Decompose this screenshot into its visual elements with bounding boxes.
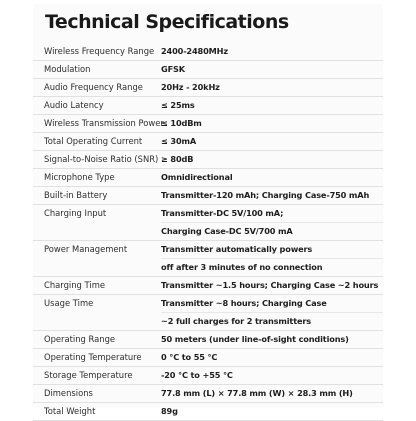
spec-label: Modulation — [44, 64, 91, 74]
spec-value: 2400-2480MHz — [161, 46, 228, 56]
spec-value: 77.8 mm (L) × 77.8 mm (W) × 28.3 mm (H) — [161, 387, 353, 398]
spec-row — [33, 205, 383, 241]
spec-row — [33, 277, 383, 295]
spec-row — [33, 61, 383, 79]
page-title: Technical Specifications — [45, 11, 289, 33]
spec-values — [161, 115, 383, 132]
spec-values — [161, 61, 383, 78]
spec-label: Charging Input — [44, 208, 107, 218]
spec-value: Transmitter ~8 hours; Charging Case — [161, 297, 327, 308]
spec-label: Audio Latency — [44, 100, 104, 110]
spec-value: ≤ 10dBm — [161, 118, 202, 128]
spec-value: ≤ 25ms — [161, 100, 195, 110]
spec-values — [161, 187, 383, 204]
spec-value: 0 °C to 55 °C — [161, 351, 218, 362]
spec-row — [33, 331, 383, 349]
spec-label: Built-in Battery — [44, 190, 108, 200]
spec-value: Transmitter automatically powers — [161, 243, 313, 254]
spec-values — [161, 349, 383, 366]
spec-value: Transmitter ~1.5 hours; Charging Case ~2 hours — [161, 279, 379, 290]
spec-row — [33, 367, 383, 385]
spec-value: ≥ 80dB — [161, 154, 194, 164]
spec-value: 50 meters (under line-of-sight conditions) — [161, 333, 349, 344]
spec-values — [161, 151, 383, 168]
spec-values — [161, 169, 383, 186]
spec-value: Omnidirectional — [161, 172, 233, 182]
spec-label: Dimensions — [44, 387, 93, 398]
spec-label: Wireless Frequency Range — [44, 46, 155, 56]
spec-value: Transmitter-DC 5V/100 mA; — [161, 208, 284, 218]
spec-label: Total Weight — [44, 405, 96, 416]
spec-label: Charging Time — [44, 279, 106, 290]
spec-row — [33, 79, 383, 97]
spec-row — [33, 403, 383, 421]
spec-values — [161, 43, 383, 60]
spec-value: 89g — [161, 405, 178, 416]
spec-row — [33, 115, 383, 133]
spec-label: Total Operating Current — [44, 136, 143, 146]
spec-value: ≤ 30mA — [161, 136, 197, 146]
spec-row — [33, 241, 383, 277]
spec-row — [33, 43, 383, 61]
spec-label: Audio Frequency Range — [44, 82, 143, 92]
spec-values — [161, 403, 383, 420]
spec-card — [33, 4, 383, 416]
spec-label: Storage Temperature — [44, 369, 133, 380]
spec-values — [161, 367, 383, 384]
spec-row — [33, 187, 383, 205]
spec-values — [161, 277, 383, 294]
spec-label: Signal-to-Noise Ratio (SNR) — [44, 154, 159, 164]
spec-value: Charging Case-DC 5V/700 mA — [161, 222, 383, 240]
spec-label: Operating Range — [44, 333, 116, 344]
spec-value: off after 3 minutes of no connection — [161, 258, 383, 276]
spec-values — [161, 241, 383, 276]
spec-row — [33, 349, 383, 367]
spec-value: ~2 full charges for 2 transmitters — [161, 312, 383, 330]
spec-values — [161, 331, 383, 348]
spec-value: 20Hz - 20kHz — [161, 82, 220, 92]
spec-values — [161, 295, 383, 330]
spec-value: GFSK — [161, 64, 185, 74]
spec-value: Transmitter-120 mAh; Charging Case-750 mAh — [161, 190, 370, 200]
spec-row — [33, 133, 383, 151]
spec-label: Usage Time — [44, 297, 94, 308]
spec-row — [33, 169, 383, 187]
spec-values — [161, 205, 383, 240]
spec-values — [161, 385, 383, 402]
spec-label: Power Management — [44, 243, 128, 254]
spec-table — [33, 43, 383, 421]
spec-label: Microphone Type — [44, 172, 115, 182]
spec-label: Operating Temperature — [44, 351, 142, 362]
spec-row — [33, 385, 383, 403]
spec-value: -20 °C to +55 °C — [161, 369, 233, 380]
spec-row — [33, 295, 383, 331]
spec-values — [161, 79, 383, 96]
spec-values — [161, 133, 383, 150]
spec-row — [33, 151, 383, 169]
spec-label: Wireless Transmission Power — [44, 118, 164, 128]
spec-values — [161, 97, 383, 114]
spec-row — [33, 97, 383, 115]
